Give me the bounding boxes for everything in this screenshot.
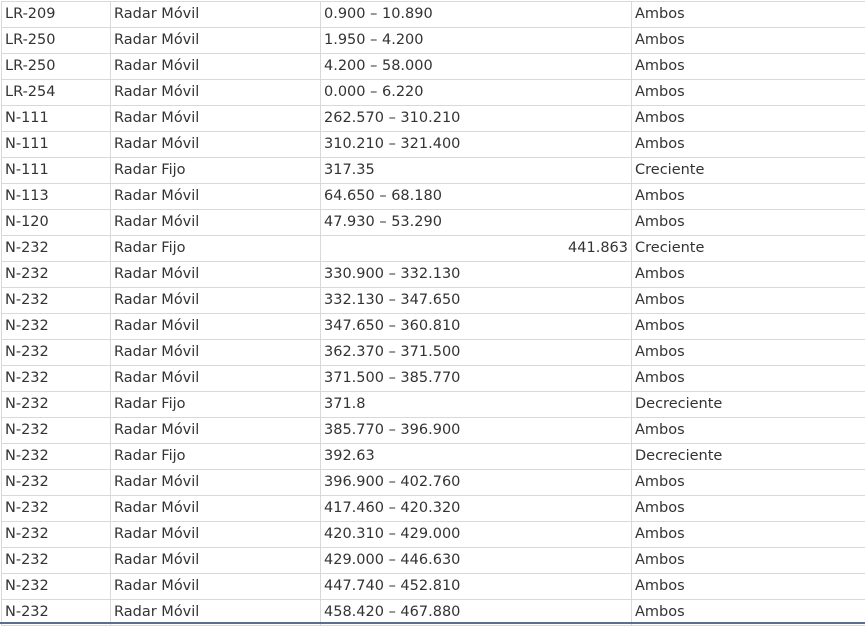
table-row: [2, 262, 865, 288]
table-row: [2, 418, 865, 444]
direction-cell: Decreciente: [632, 444, 865, 470]
type-cell: Radar Móvil: [111, 28, 321, 54]
type-cell: Radar Móvil: [111, 54, 321, 80]
table-row: [2, 340, 865, 366]
road-cell: N-232: [2, 444, 111, 470]
direction-cell: Ambos: [632, 340, 865, 366]
road-cell: N-232: [2, 392, 111, 418]
road-cell: N-232: [2, 496, 111, 522]
table-row: [2, 236, 865, 262]
pk-cell: 362.370 – 371.500: [321, 340, 632, 366]
pk-cell: 371.8: [321, 392, 632, 418]
type-cell: Radar Móvil: [111, 600, 321, 626]
road-cell: N-232: [2, 236, 111, 262]
road-cell: N-232: [2, 314, 111, 340]
road-cell: N-232: [2, 366, 111, 392]
table-row: [2, 54, 865, 80]
direction-cell: Ambos: [632, 132, 865, 158]
table-row: [2, 28, 865, 54]
pk-cell: 447.740 – 452.810: [321, 574, 632, 600]
road-cell: N-232: [2, 522, 111, 548]
road-cell: N-232: [2, 574, 111, 600]
table-row: [2, 522, 865, 548]
road-cell: LR-254: [2, 80, 111, 106]
table-row: [2, 444, 865, 470]
type-cell: Radar Móvil: [111, 288, 321, 314]
type-cell: Radar Móvil: [111, 574, 321, 600]
table-row: [2, 288, 865, 314]
type-cell: Radar Fijo: [111, 444, 321, 470]
type-cell: Radar Móvil: [111, 132, 321, 158]
road-cell: N-232: [2, 418, 111, 444]
pk-cell: 4.200 – 58.000: [321, 54, 632, 80]
road-cell: N-232: [2, 262, 111, 288]
type-cell: Radar Móvil: [111, 470, 321, 496]
road-cell: N-232: [2, 548, 111, 574]
pk-cell: 317.35: [321, 158, 632, 184]
pk-cell: 417.460 – 420.320: [321, 496, 632, 522]
road-cell: N-232: [2, 600, 111, 626]
type-cell: Radar Móvil: [111, 340, 321, 366]
table-row: [2, 366, 865, 392]
type-cell: Radar Móvil: [111, 522, 321, 548]
table-row: [2, 106, 865, 132]
direction-cell: Ambos: [632, 2, 865, 28]
table-row: [2, 392, 865, 418]
type-cell: Radar Fijo: [111, 236, 321, 262]
pk-cell: 310.210 – 321.400: [321, 132, 632, 158]
table-row: [2, 158, 865, 184]
direction-cell: Ambos: [632, 210, 865, 236]
direction-cell: Ambos: [632, 288, 865, 314]
direction-cell: Ambos: [632, 54, 865, 80]
table-row: [2, 2, 865, 28]
direction-cell: Ambos: [632, 184, 865, 210]
direction-cell: Ambos: [632, 574, 865, 600]
table-row: [2, 314, 865, 340]
road-cell: N-111: [2, 132, 111, 158]
pk-cell: 1.950 – 4.200: [321, 28, 632, 54]
direction-cell: Creciente: [632, 236, 865, 262]
pk-cell: 458.420 – 467.880: [321, 600, 632, 626]
pk-cell: 332.130 – 347.650: [321, 288, 632, 314]
pk-cell: 0.000 – 6.220: [321, 80, 632, 106]
type-cell: Radar Móvil: [111, 496, 321, 522]
type-cell: Radar Móvil: [111, 80, 321, 106]
type-cell: Radar Móvil: [111, 548, 321, 574]
table-row: [2, 184, 865, 210]
direction-cell: Ambos: [632, 548, 865, 574]
road-cell: N-232: [2, 470, 111, 496]
road-cell: N-120: [2, 210, 111, 236]
pk-cell: 347.650 – 360.810: [321, 314, 632, 340]
type-cell: Radar Móvil: [111, 262, 321, 288]
direction-cell: Ambos: [632, 418, 865, 444]
pk-cell: 330.900 – 332.130: [321, 262, 632, 288]
pk-cell: 392.63: [321, 444, 632, 470]
direction-cell: Ambos: [632, 314, 865, 340]
direction-cell: Ambos: [632, 366, 865, 392]
pk-cell: 64.650 – 68.180: [321, 184, 632, 210]
table-row: [2, 496, 865, 522]
table-row: [2, 470, 865, 496]
road-cell: LR-250: [2, 28, 111, 54]
type-cell: Radar Móvil: [111, 210, 321, 236]
table-row: [2, 548, 865, 574]
pk-cell: 371.500 – 385.770: [321, 366, 632, 392]
road-cell: LR-250: [2, 54, 111, 80]
direction-cell: Creciente: [632, 158, 865, 184]
pk-cell: 441.863: [321, 236, 632, 262]
direction-cell: Ambos: [632, 522, 865, 548]
pk-cell: 262.570 – 310.210: [321, 106, 632, 132]
pk-cell: 47.930 – 53.290: [321, 210, 632, 236]
pk-cell: 0.900 – 10.890: [321, 2, 632, 28]
road-cell: N-232: [2, 340, 111, 366]
direction-cell: Decreciente: [632, 392, 865, 418]
radar-table: [1, 1, 865, 626]
type-cell: Radar Fijo: [111, 158, 321, 184]
type-cell: Radar Móvil: [111, 184, 321, 210]
road-cell: N-232: [2, 288, 111, 314]
direction-cell: Ambos: [632, 28, 865, 54]
type-cell: Radar Móvil: [111, 418, 321, 444]
direction-cell: Ambos: [632, 600, 865, 626]
road-cell: N-113: [2, 184, 111, 210]
pk-cell: 429.000 – 446.630: [321, 548, 632, 574]
road-cell: LR-209: [2, 2, 111, 28]
direction-cell: Ambos: [632, 470, 865, 496]
type-cell: Radar Móvil: [111, 314, 321, 340]
pk-cell: 396.900 – 402.760: [321, 470, 632, 496]
direction-cell: Ambos: [632, 262, 865, 288]
direction-cell: Ambos: [632, 80, 865, 106]
road-cell: N-111: [2, 158, 111, 184]
direction-cell: Ambos: [632, 106, 865, 132]
type-cell: Radar Móvil: [111, 2, 321, 28]
pk-cell: 385.770 – 396.900: [321, 418, 632, 444]
type-cell: Radar Móvil: [111, 366, 321, 392]
road-cell: N-111: [2, 106, 111, 132]
radar-table-body: [2, 2, 865, 626]
pk-cell: 420.310 – 429.000: [321, 522, 632, 548]
direction-cell: Ambos: [632, 496, 865, 522]
table-row: [2, 210, 865, 236]
type-cell: Radar Móvil: [111, 106, 321, 132]
table-row: [2, 80, 865, 106]
table-row: [2, 132, 865, 158]
type-cell: Radar Fijo: [111, 392, 321, 418]
table-row: [2, 574, 865, 600]
